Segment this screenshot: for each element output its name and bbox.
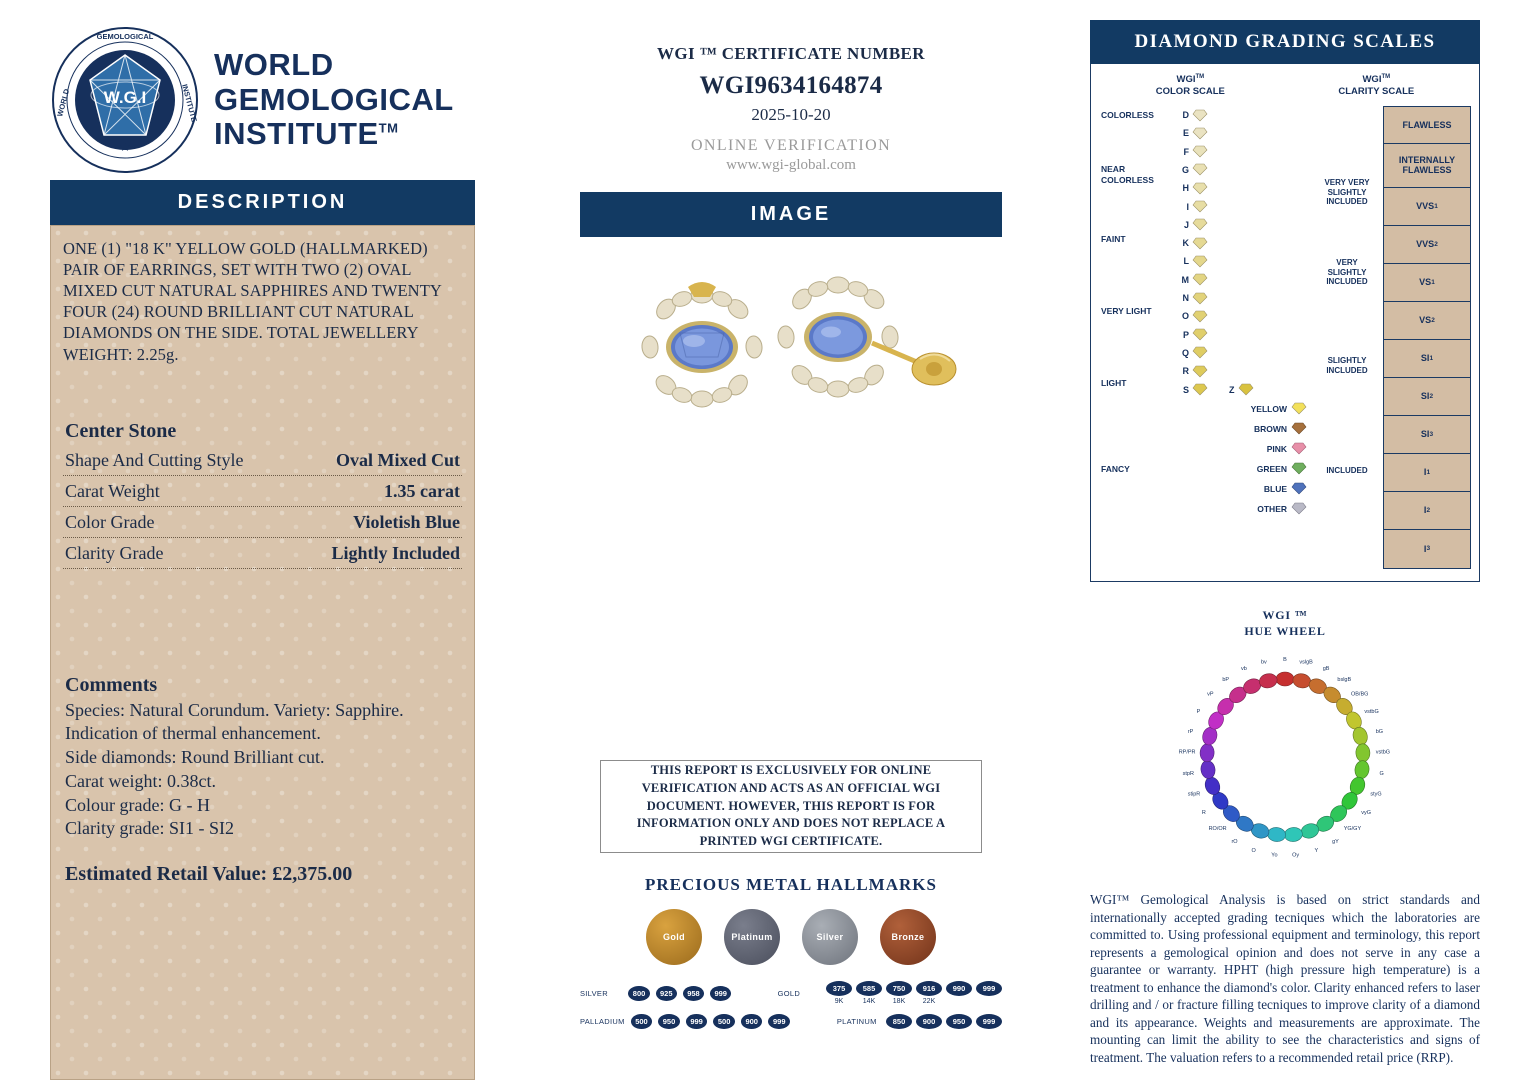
- hallmark-pill: 999: [686, 1014, 708, 1029]
- clarity-cell: VS 1: [1384, 264, 1470, 302]
- hue-wheel-title: WGI ™ HUE WHEEL: [1244, 607, 1326, 638]
- svg-text:W.G.I: W.G.I: [103, 88, 147, 107]
- clarity-cell: I 3: [1384, 530, 1470, 568]
- clarity-group-vs: VERY SLIGHTLY INCLUDED: [1326, 257, 1368, 287]
- color-group-colorless: COLORLESS: [1101, 109, 1154, 120]
- center-stone-value: Violetish Blue: [353, 511, 460, 532]
- hallmark-pill: 950: [946, 1014, 972, 1029]
- diamond-icon: [1192, 328, 1208, 341]
- hue-swatch: [1276, 672, 1294, 686]
- brand-line-1: WORLD: [214, 46, 334, 82]
- hue-label: bG: [1375, 728, 1384, 735]
- hue-label: rP: [1187, 728, 1194, 735]
- clarity-cell: I 1: [1384, 454, 1470, 492]
- diamond-icon: [1192, 127, 1208, 140]
- brand-line-2: GEMOLOGICAL: [214, 81, 454, 117]
- color-letter: Q: [1181, 347, 1189, 358]
- fancy-row: [1177, 399, 1307, 419]
- coin-gold: Gold: [646, 909, 702, 965]
- right-column: [1090, 20, 1480, 1067]
- hallmark-row-silver: [580, 981, 1002, 1005]
- hue-wheel: [1090, 645, 1480, 875]
- color-letter-row: [1177, 380, 1307, 398]
- clarity-scale-header: WGI™ CLARITY SCALE: [1338, 74, 1415, 98]
- diamond-icon: [1192, 237, 1208, 250]
- color-letter: F: [1183, 146, 1189, 157]
- grading-scales-panel: [1090, 64, 1480, 582]
- color-letter-row: [1177, 106, 1307, 124]
- clarity-cell: VVS 2: [1384, 226, 1470, 264]
- diamond-icon: [1291, 442, 1307, 455]
- clarity-scale: [1311, 106, 1471, 569]
- hallmarks-section: [580, 875, 1002, 1038]
- hue-label: stipR: [1187, 791, 1201, 798]
- fancy-color-label: OTHER: [1257, 503, 1287, 514]
- certificate-number: WGI9634164874: [699, 72, 883, 99]
- hue-label: stpR: [1182, 770, 1194, 777]
- fancy-color-label: YELLOW: [1250, 403, 1287, 414]
- clarity-group-si: SLIGHTLY INCLUDED: [1326, 355, 1368, 375]
- diamond-icon: [1291, 462, 1307, 475]
- report-disclaimer-box: [600, 760, 982, 853]
- diamond-icon: [1192, 145, 1208, 158]
- hue-label: G: [1379, 770, 1384, 777]
- wgi-logo-icon: [50, 25, 200, 175]
- color-letter: N: [1182, 293, 1189, 304]
- color-letter: P: [1182, 329, 1189, 340]
- center-stone-value: Oval Mixed Cut: [336, 449, 460, 470]
- hue-swatch: [1258, 672, 1279, 690]
- comment-line: Side diamonds: Round Brilliant cut.: [65, 747, 325, 768]
- diamond-icon: [1291, 502, 1307, 515]
- diamond-icon: [1192, 273, 1208, 286]
- hallmark-pill: 950: [658, 1014, 680, 1029]
- hue-label: P: [1196, 709, 1201, 716]
- diamond-icon: [1238, 383, 1254, 396]
- hallmark-coins: [580, 909, 1002, 965]
- svg-text:GEMOLOGICAL: GEMOLOGICAL: [96, 32, 154, 41]
- comment-line: Clarity grade: SI1 - SI2: [65, 818, 234, 839]
- color-group-faint: FAINT: [1101, 233, 1126, 244]
- karat-sub: 22K: [922, 998, 936, 1005]
- fancy-color-label: BLUE: [1263, 483, 1287, 494]
- hue-label: Y: [1314, 847, 1319, 854]
- comment-line: Indication of thermal enhancement.: [65, 723, 321, 744]
- certificate-number-label: WGI ™ CERTIFICATE NUMBER: [657, 44, 925, 63]
- color-group-light: LIGHT: [1101, 377, 1127, 388]
- middle-column: [580, 44, 1002, 707]
- karat-sub: 14K: [862, 998, 876, 1005]
- center-stone-title: Center Stone: [65, 419, 177, 442]
- grading-scales-title: DIAMOND GRADING SCALES: [1090, 20, 1480, 64]
- hallmark-pill: 916: [916, 981, 942, 996]
- svg-text:★: ★: [119, 139, 131, 154]
- hue-label: vyG: [1361, 810, 1371, 817]
- diamond-icon: [1192, 200, 1208, 213]
- hallmark-label-palladium: PALLADIUM: [580, 1017, 625, 1026]
- color-scale: [1099, 106, 1311, 569]
- brand-name: [214, 48, 454, 152]
- scales-headers: [1099, 74, 1471, 98]
- hallmark-pill: 900: [741, 1014, 763, 1029]
- hue-label: vstbG: [1364, 709, 1379, 716]
- table-row: [63, 476, 462, 507]
- comment-line: Carat weight: 0.38ct.: [65, 770, 216, 791]
- color-letter-row: [1177, 124, 1307, 142]
- fancy-row: [1177, 459, 1307, 479]
- color-letter-row: [1177, 252, 1307, 270]
- color-letter-row: [1177, 161, 1307, 179]
- color-letter: O: [1181, 311, 1189, 322]
- color-letter-row: [1177, 234, 1307, 252]
- color-letter-row: [1177, 307, 1307, 325]
- comment-line: Colour grade: G - H: [65, 794, 210, 815]
- description-text: ONE (1) "18 K" YELLOW GOLD (HALLMARKED) PAIR OF EARRINGS, SET WITH TWO (2) OVAL MIXED CUT NATURAL SAPPHIRES AND TWENTY FOUR (24) ROUND BRILLIANT CUT NATURAL DIAMONDS ON THE SIDE. TOTAL JEWELLERY WEIGHT: 2.25g.: [63, 239, 442, 364]
- hue-label: O: [1251, 847, 1256, 854]
- estimated-retail-value: Estimated Retail Value: £2,375.00: [65, 863, 353, 886]
- color-letter-row: [1177, 179, 1307, 197]
- table-row: [63, 507, 462, 538]
- color-letter-row: [1177, 362, 1307, 380]
- diamond-icon: [1192, 310, 1208, 323]
- diamond-icon: [1291, 482, 1307, 495]
- hue-swatch: [1355, 744, 1370, 763]
- fancy-color-label: PINK: [1266, 443, 1287, 454]
- hue-label: bP: [1222, 677, 1230, 684]
- center-stone-value: 1.35 carat: [384, 480, 460, 501]
- hue-swatch: [1284, 827, 1303, 843]
- hallmark-pill: 999: [976, 981, 1002, 996]
- hue-label: RO/OR: [1208, 826, 1227, 833]
- clarity-group-vvs: VERY VERY SLIGHTLY INCLUDED: [1324, 177, 1370, 207]
- hue-swatch: [1354, 760, 1371, 780]
- center-stone-value: Lightly Included: [331, 542, 460, 563]
- fancy-row: [1177, 419, 1307, 439]
- diamond-icon: [1192, 109, 1208, 122]
- color-letter: I: [1186, 201, 1189, 212]
- color-letter: D: [1182, 110, 1189, 121]
- karat-sub: 18K: [892, 998, 906, 1005]
- fancy-row: [1177, 499, 1307, 519]
- hallmark-pill: 800: [628, 986, 649, 1001]
- hallmark-pill: 500: [631, 1014, 653, 1029]
- diamond-icon: [1192, 346, 1208, 359]
- clarity-group-i: INCLUDED: [1326, 465, 1368, 475]
- clarity-cells: [1383, 106, 1471, 569]
- color-letter-row: [1177, 325, 1307, 343]
- hallmark-pill: 750: [886, 981, 912, 996]
- color-letter-row: [1177, 271, 1307, 289]
- hallmark-row-palladium: [580, 1014, 1002, 1029]
- color-group-very-light: VERY LIGHT: [1101, 305, 1152, 316]
- center-stone-key: Color Grade: [65, 511, 155, 532]
- color-letter: S: [1182, 384, 1189, 395]
- color-scale-header: WGI™ COLOR SCALE: [1155, 74, 1225, 98]
- clarity-cell: SI 1: [1384, 340, 1470, 378]
- color-letter: G: [1181, 164, 1189, 175]
- center-stone-key: Shape And Cutting Style: [65, 449, 244, 470]
- scales-body: [1099, 106, 1471, 569]
- color-letter: H: [1182, 183, 1189, 194]
- hue-swatch: [1292, 672, 1313, 690]
- color-letter-z: Z: [1229, 384, 1235, 395]
- svg-text:WORLD: WORLD: [55, 87, 72, 118]
- coin-bronze: Bronze: [880, 909, 936, 965]
- hue-label: styG: [1370, 791, 1382, 798]
- hue-label: vP: [1207, 691, 1214, 698]
- diamond-icon: [1291, 422, 1307, 435]
- hallmark-pill: 585: [856, 981, 882, 996]
- description-band: DESCRIPTION: [50, 180, 475, 225]
- diamond-icon: [1291, 402, 1307, 415]
- center-stone-key: Carat Weight: [65, 480, 160, 501]
- hallmark-pill: 990: [946, 981, 972, 996]
- hue-swatch: [1200, 760, 1217, 780]
- fancy-color-label: GREEN: [1256, 463, 1287, 474]
- hue-label: gY: [1332, 839, 1339, 846]
- diamond-icon: [1192, 383, 1208, 396]
- clarity-group-labels: [1311, 106, 1383, 566]
- hue-swatch: [1200, 744, 1215, 763]
- certificate-date: 2025-10-20: [751, 105, 831, 124]
- hallmark-pill: 999: [768, 1014, 790, 1029]
- coin-silver: Silver: [802, 909, 858, 965]
- diamond-icon: [1192, 163, 1208, 176]
- hue-label: RP/PR: [1178, 749, 1196, 756]
- diamond-icon: [1192, 218, 1208, 231]
- hue-label: rO: [1231, 839, 1238, 846]
- comment-line: Species: Natural Corundum. Variety: Sapphire.: [65, 699, 404, 720]
- color-group-near-colorless: NEAR COLORLESS: [1101, 163, 1154, 185]
- fancy-row: [1177, 439, 1307, 459]
- comments-title: Comments: [65, 673, 158, 696]
- diamond-icon: [1192, 292, 1208, 305]
- hallmark-label-platinum: PLATINUM: [836, 1017, 877, 1026]
- diamond-icon: [1192, 182, 1208, 195]
- color-letter: L: [1183, 256, 1189, 267]
- center-stone-key: Clarity Grade: [65, 542, 164, 563]
- brand-header: [50, 20, 475, 180]
- table-row: [63, 445, 462, 476]
- hue-label: vstbG: [1375, 749, 1391, 756]
- hallmark-pill: 900: [916, 1014, 942, 1029]
- clarity-cell: VS 2: [1384, 302, 1470, 340]
- hue-label: OB/BG: [1350, 691, 1369, 698]
- hue-label: bslgB: [1337, 677, 1352, 684]
- hallmark-pill: 925: [656, 986, 677, 1001]
- brand-tm: TM: [378, 121, 399, 137]
- color-letter-row: [1177, 143, 1307, 161]
- clarity-cell: SI 2: [1384, 378, 1470, 416]
- online-verification-label: ONLINE VERIFICATION: [690, 137, 892, 154]
- color-letters: [1177, 106, 1307, 566]
- hallmark-label-silver: SILVER: [580, 988, 608, 998]
- hallmark-pill: 958: [683, 986, 704, 1001]
- left-column: [50, 20, 475, 1080]
- hallmark-pill: 999: [710, 986, 731, 1001]
- clarity-cell: I 2: [1384, 492, 1470, 530]
- color-group-labels: [1099, 106, 1177, 566]
- description-panel: [50, 225, 475, 1080]
- color-letter: E: [1182, 128, 1189, 139]
- hue-label: Yo: [1271, 852, 1278, 859]
- fancy-row: [1177, 479, 1307, 499]
- svg-text:INSTITUTE: INSTITUTE: [180, 83, 199, 123]
- diamond-icon: [1192, 365, 1208, 378]
- color-letter: K: [1182, 238, 1189, 249]
- clarity-cell: SI 3: [1384, 416, 1470, 454]
- color-letter-row: [1177, 197, 1307, 215]
- hue-swatch: [1267, 827, 1286, 843]
- color-letter-row: [1177, 289, 1307, 307]
- hue-label: vb: [1240, 666, 1247, 673]
- report-disclaimer-text: THIS REPORT IS EXCLUSIVELY FOR ONLINE VERIFICATION AND ACTS AS AN OFFICIAL WGI DOCUMENT. HOWEVER, THIS REPORT IS FOR INFORMATION ONLY AND DOES NOT REPLACE A PRINTED WGI CERTIFICATE.: [636, 763, 946, 849]
- clarity-cell: VVS 1: [1384, 188, 1470, 226]
- hallmarks-title: PRECIOUS METAL HALLMARKS: [645, 875, 937, 894]
- hue-label: R: [1201, 810, 1206, 817]
- hallmark-label-gold: GOLD: [777, 988, 801, 998]
- color-letter-row: [1177, 216, 1307, 234]
- color-letter: M: [1181, 274, 1189, 285]
- hallmark-pill: 375: [826, 981, 852, 996]
- online-verification-url: www.wgi-global.com: [726, 157, 856, 173]
- image-band: IMAGE: [580, 192, 1002, 237]
- hue-label: Oy: [1292, 852, 1300, 859]
- hallmark-pill: 999: [976, 1014, 1002, 1029]
- table-row: [63, 538, 462, 569]
- karat-sub: 9K: [834, 998, 844, 1005]
- color-letter: R: [1182, 366, 1189, 377]
- clarity-cell: FLAWLESS: [1384, 107, 1470, 144]
- hue-label: vslgB: [1299, 659, 1313, 666]
- diamond-icon: [1192, 255, 1208, 268]
- color-letter-row: [1177, 344, 1307, 362]
- hue-label: gB: [1322, 666, 1330, 673]
- hue-label: bv: [1260, 659, 1267, 666]
- legal-disclaimer: WGI™ Gemological Analysis is based on strict standards and internationally accepted grading tecniques which the laboratories are committed to. Using professional equipment and terminology, this report represents a gemological opinion and does not serve in any case a guarantee or warranty. HPHT (high pressure high temperature) is a treatment to enhance the diamond's color. Clarity enhanced refers to laser drilling and / or fracture filling tecniques to improve clarity of a diamond and its appearance. Weights and measurements are approximate. The mounting can limit the ability to see the characteristics and signs of treatment. The valuation refers to a recommended retail price (RRP).: [1090, 892, 1480, 1066]
- hallmark-pill: 850: [886, 1014, 912, 1029]
- clarity-cell: INTERNALLY FLAWLESS: [1384, 144, 1470, 188]
- hue-label: B: [1283, 657, 1287, 664]
- coin-platinum: Platinum: [724, 909, 780, 965]
- hallmark-table: [580, 981, 1002, 1029]
- color-letter: J: [1183, 219, 1189, 230]
- jewellery-photo: [580, 237, 1002, 707]
- color-group-fancy: FANCY: [1101, 463, 1130, 474]
- hue-label: YG/GY: [1343, 826, 1362, 833]
- fancy-color-label: BROWN: [1253, 423, 1287, 434]
- hallmark-pill: 500: [713, 1014, 735, 1029]
- brand-line-3: INSTITUTE: [214, 116, 379, 152]
